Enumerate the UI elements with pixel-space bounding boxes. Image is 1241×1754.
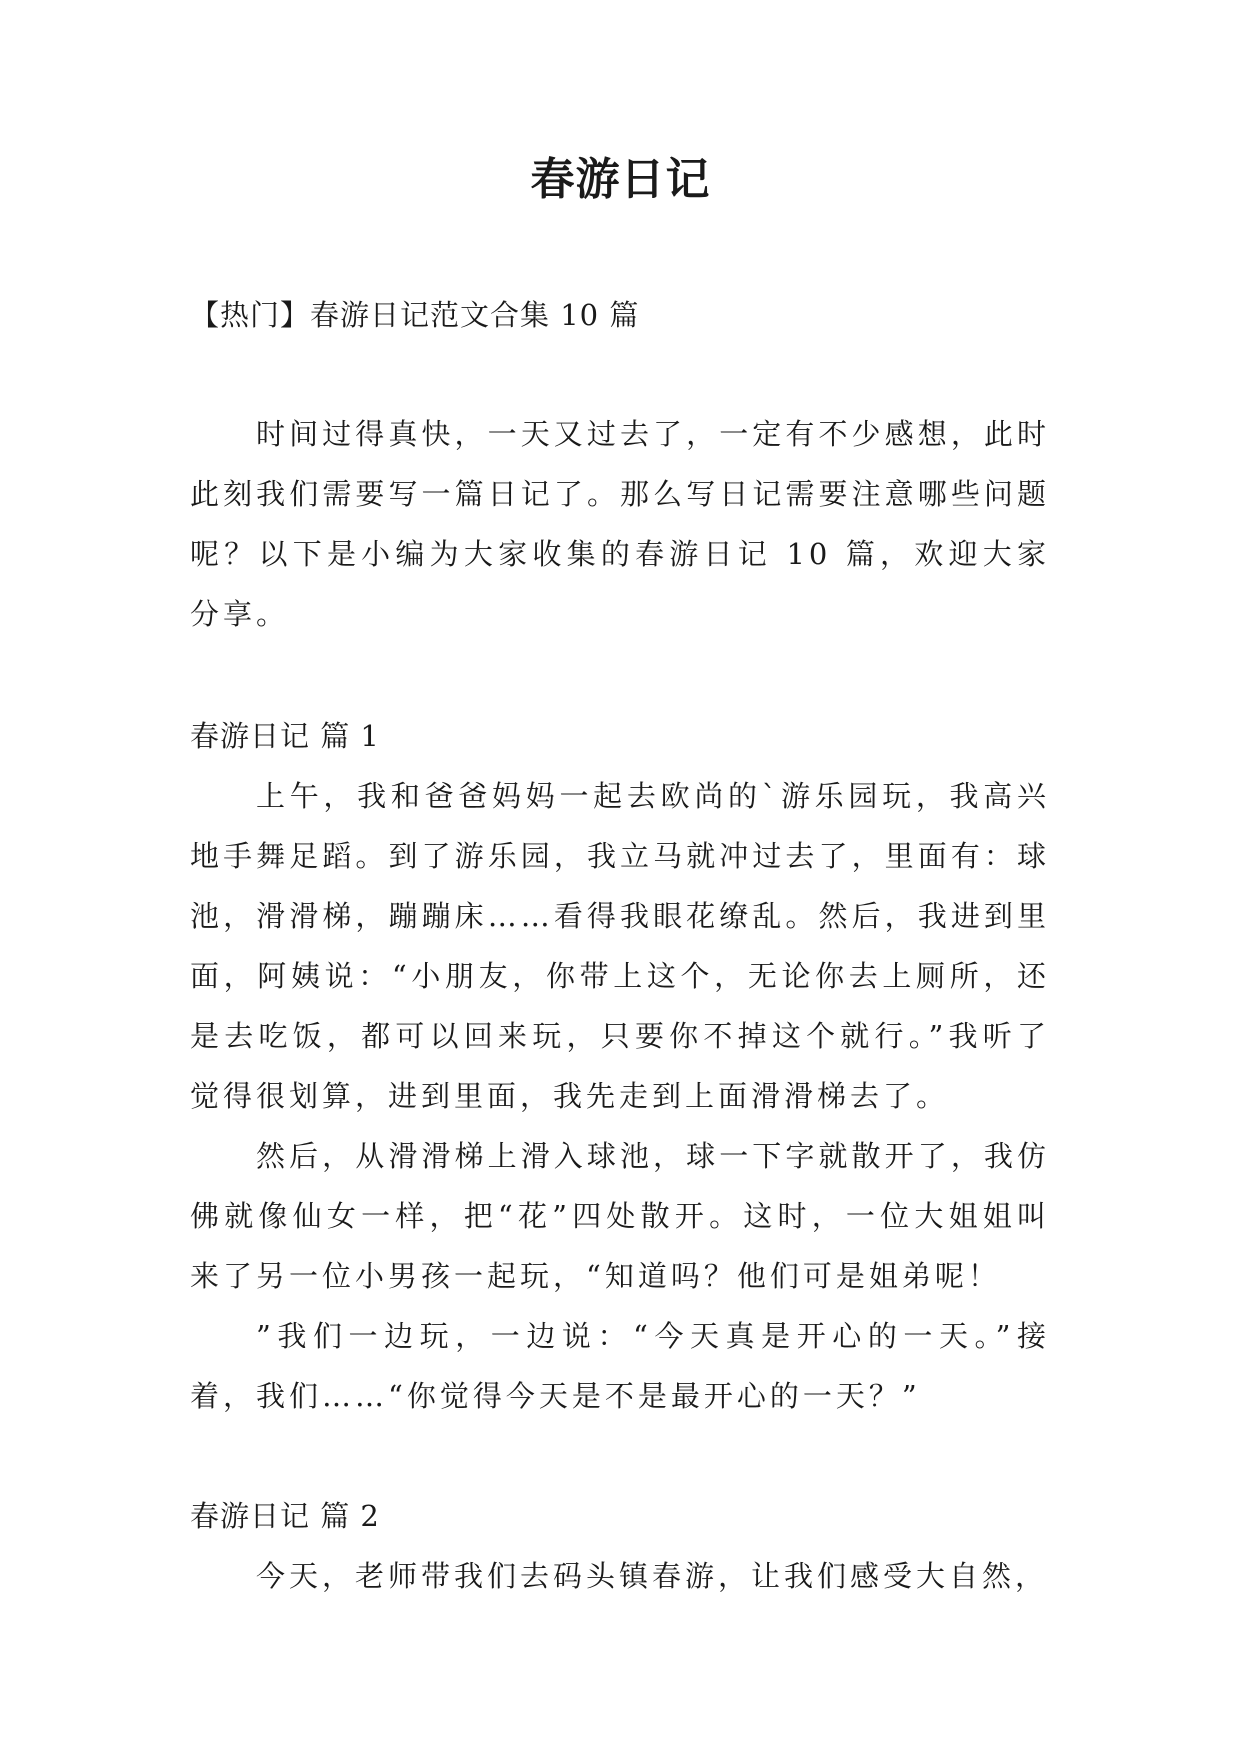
spacer <box>190 644 1050 706</box>
document-body <box>190 404 1050 1606</box>
section-paragraph: 上午，我和爸爸妈妈一起去欧尚的`游乐园玩，我高兴地手舞足蹈。到了游乐园，我立马就冲过去了，里面有：球池，滑滑梯，蹦蹦床……看得我眼花缭乱。然后，我进到里面，阿姨说：“小朋友，你带上这个，无论你去上厕所，还是去吃饭，都可以回来玩，只要你不掉这个就行。”我听了觉得很划算，进到里面，我先走到上面滑滑梯去了。 <box>190 779 1050 1113</box>
section-paragraph: ”我们一边玩，一边说：“今天真是开心的一天。”接着，我们……“你觉得今天是不是最开心的一天？” <box>190 1319 1050 1413</box>
document-subtitle: 【热门】春游日记范文合集 10 篇 <box>190 298 640 332</box>
section-paragraph: 今天，老师带我们去码头镇春游，让我们感受大自然， <box>256 1559 1049 1593</box>
section-1 <box>190 706 1050 1426</box>
section-paragraph: 然后，从滑滑梯上滑入球池，球一下字就散开了，我仿佛就像仙女一样，把“花”四处散开。这时，一位大姐姐叫来了另一位小男孩一起玩，“知道吗？他们可是姐弟呢！ <box>190 1139 1050 1293</box>
section-2 <box>190 1486 1050 1606</box>
spacer <box>190 1426 1050 1486</box>
section-heading: 春游日记 篇 1 <box>190 719 380 753</box>
section-heading: 春游日记 篇 2 <box>190 1499 380 1533</box>
document-title: 春游日记 <box>530 154 711 205</box>
intro-paragraph: 时间过得真快，一天又过去了，一定有不少感想，此时此刻我们需要写一篇日记了。那么写日记需要注意哪些问题呢？以下是小编为大家收集的春游日记 10 篇，欢迎大家分享。 <box>190 417 1050 631</box>
